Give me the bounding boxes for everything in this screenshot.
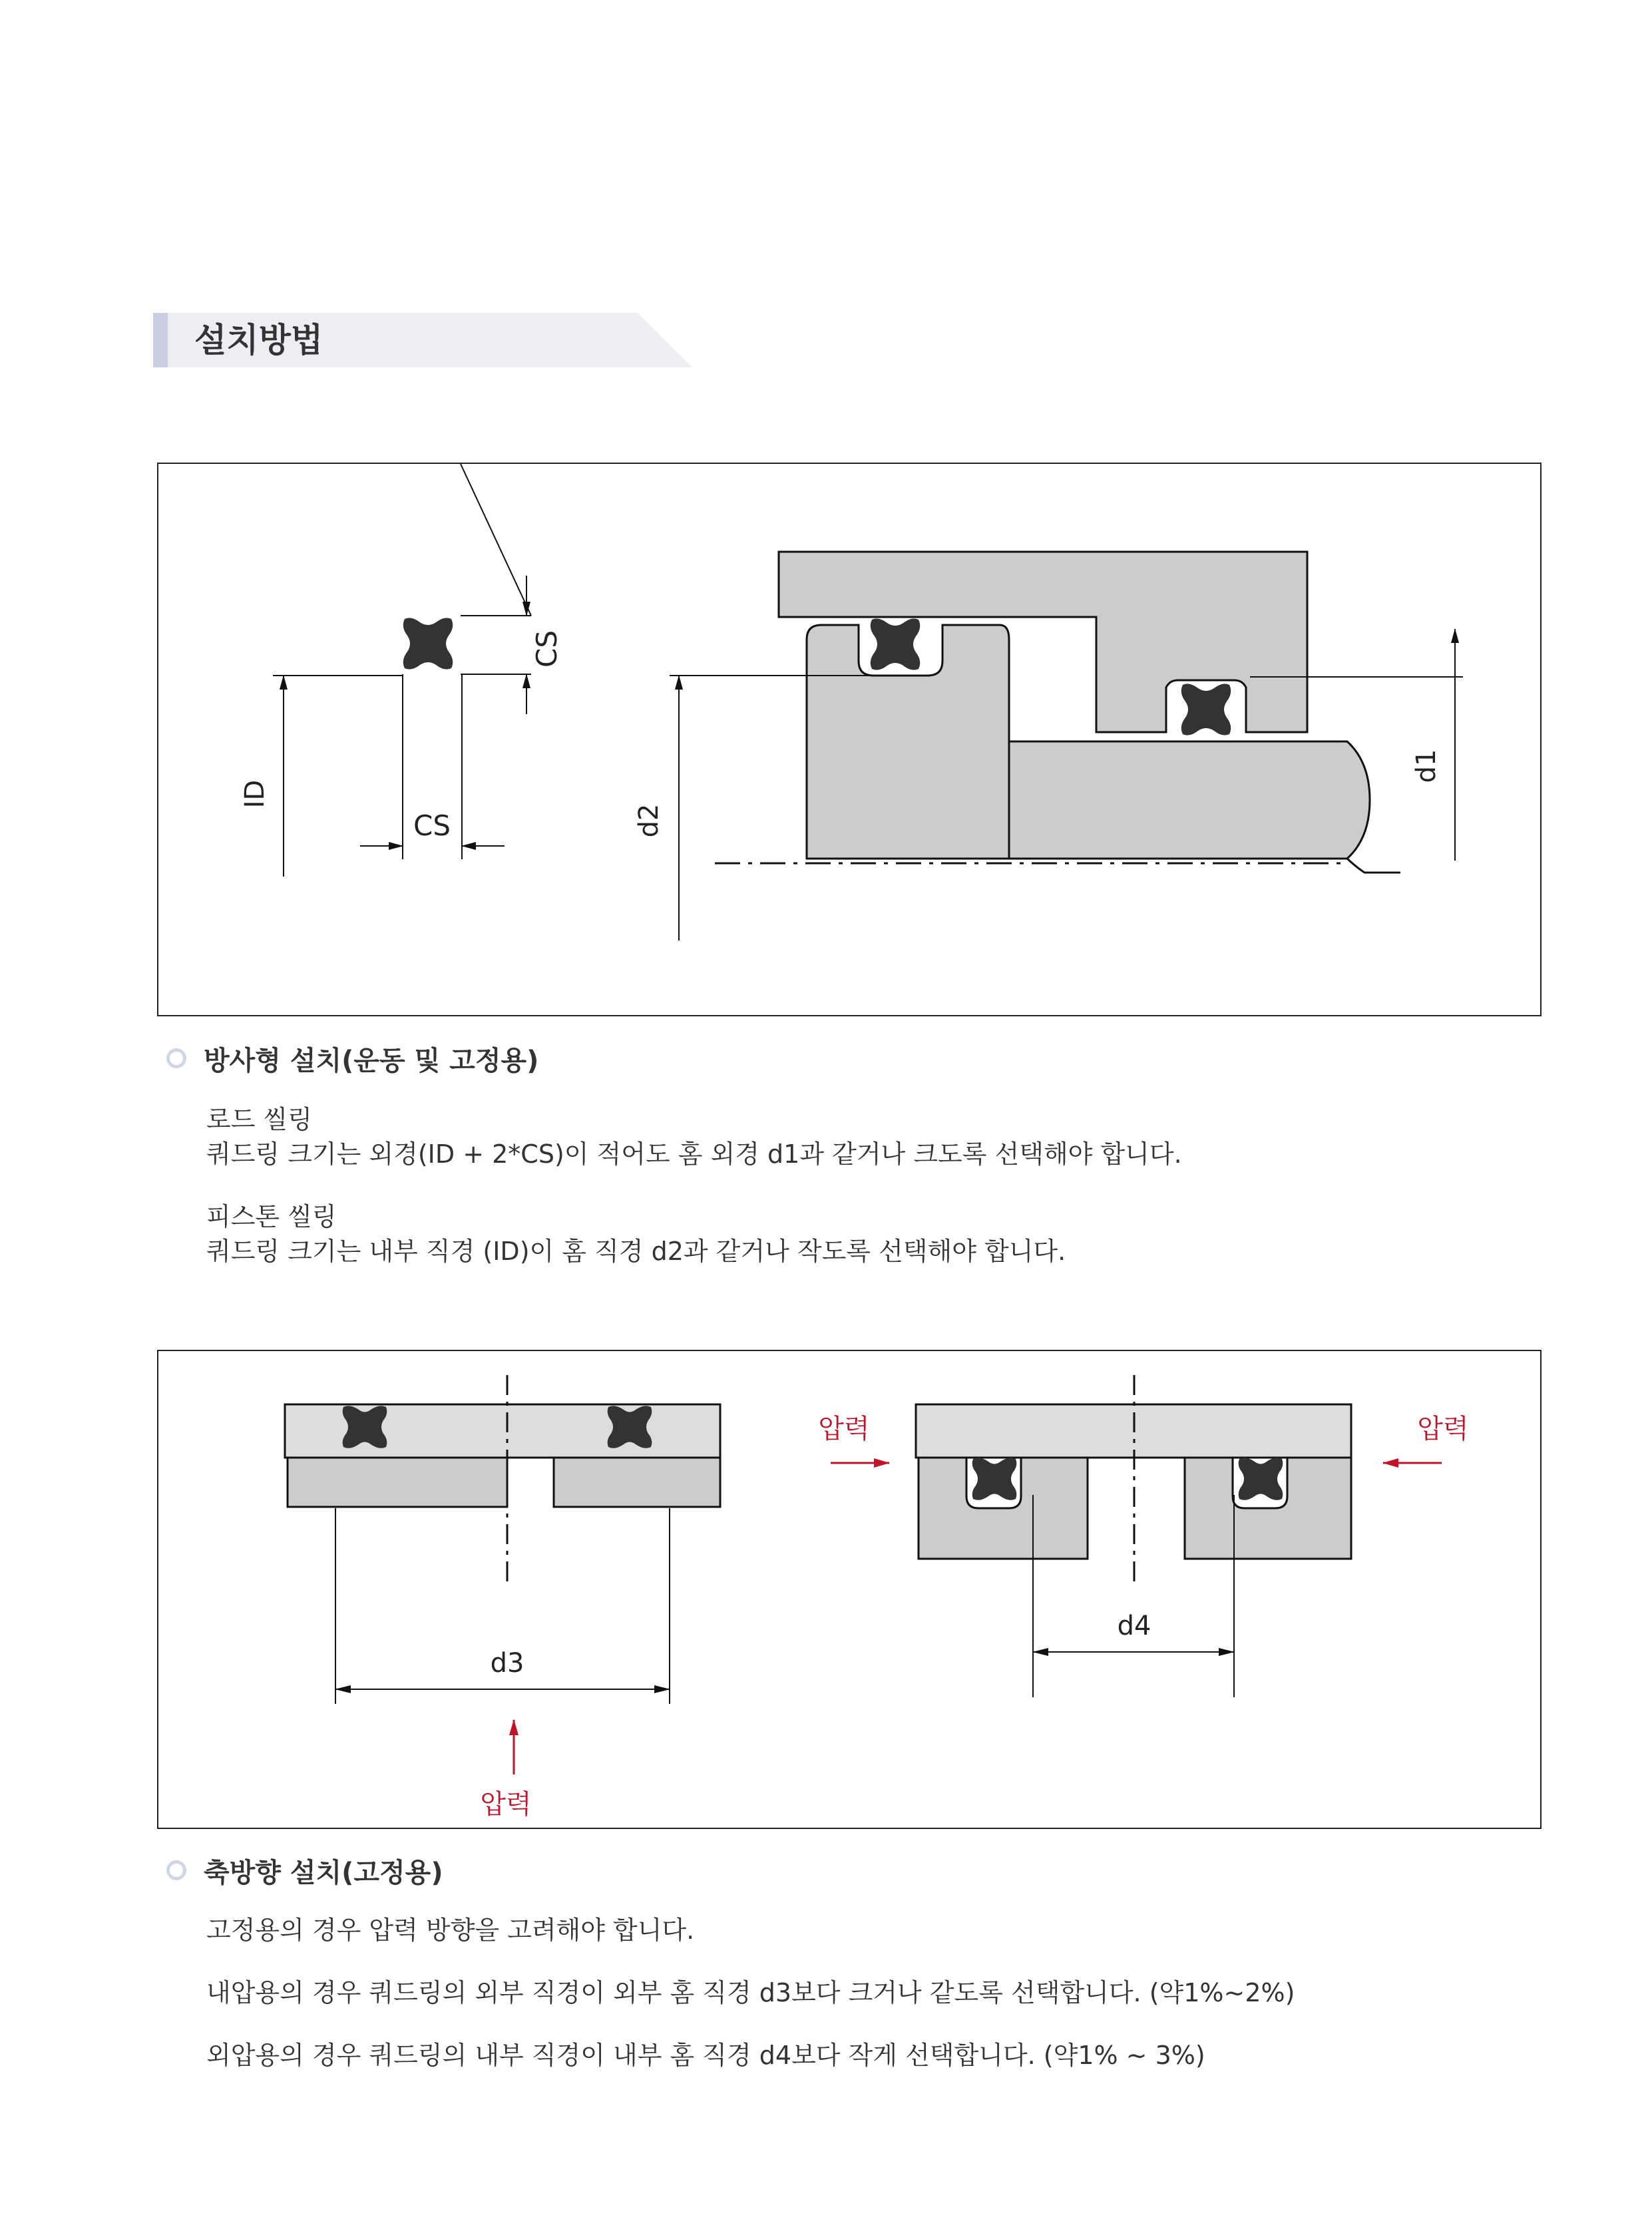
rod-body: [1009, 741, 1370, 859]
page-title: 설치방법: [194, 321, 323, 359]
piston-quad-ring: [871, 618, 921, 670]
rod-sealing-text: 쿼드링 크기는 외경(ID + 2*CS)이 적어도 홈 외경 d1과 같거나 크도록 선택해야 합니다.: [206, 1139, 1182, 1169]
radial-section-title: 방사형 설치(운동 및 고정용): [204, 1045, 539, 1076]
radial-section-heading: [166, 1038, 538, 1078]
d4-label: d4: [1117, 1611, 1151, 1641]
d1-label: d1: [1411, 749, 1442, 783]
rod-quad-ring: [1181, 684, 1231, 735]
piston-sealing-heading: 피스톤 씰링: [206, 1202, 337, 1231]
axial-section-title: 축방향 설치(고정용): [204, 1857, 443, 1888]
cs-top-extension: [461, 464, 531, 616]
cs-horizontal-label: CS: [413, 809, 451, 842]
d3-label: d3: [490, 1648, 524, 1679]
d2-label: d2: [634, 803, 664, 838]
internal-pressure-assembly: [285, 1404, 720, 1507]
axial-diagram-svg: [158, 1351, 1540, 1828]
circle-bullet-icon: [166, 1860, 186, 1880]
rod-sealing-heading: 로드 씰링: [206, 1105, 312, 1134]
id-label: ID: [240, 779, 270, 809]
axial-text-line-1: 고정용의 경우 압력 방향을 고려해야 합니다.: [206, 1916, 695, 1945]
pressure-label-left: 압력: [818, 1414, 870, 1444]
section-title-banner: [153, 313, 692, 367]
axial-installation-diagram: [157, 1350, 1542, 1829]
quad-ring-cross-section: [403, 618, 453, 669]
piston-sealing-text: 쿼드링 크기는 내부 직경 (ID)이 홈 직경 d2과 같거나 작도록 선택해야 합니다.: [206, 1237, 1066, 1266]
axial-text-line-3: 외압용의 경우 쿼드링의 내부 직경이 내부 홈 직경 d4보다 작게 선택합니다. (약1% ~ 3%): [206, 2041, 1205, 2070]
axial-section-heading: [166, 1850, 443, 1890]
rod-break-line: [1347, 859, 1400, 873]
radial-diagram-svg: [158, 464, 1540, 1015]
cs-vertical-label: CS: [530, 630, 563, 668]
pressure-label-right: 압력: [1417, 1414, 1469, 1444]
pressure-label-bottom: 압력: [480, 1789, 532, 1820]
axial-text-line-2: 내압용의 경우 쿼드링의 외부 직경이 외부 홈 직경 d3보다 크거나 같도록 선택합니다. (약1%~2%): [206, 1978, 1295, 2007]
radial-installation-diagram: [157, 463, 1542, 1016]
circle-bullet-icon: [166, 1048, 186, 1068]
